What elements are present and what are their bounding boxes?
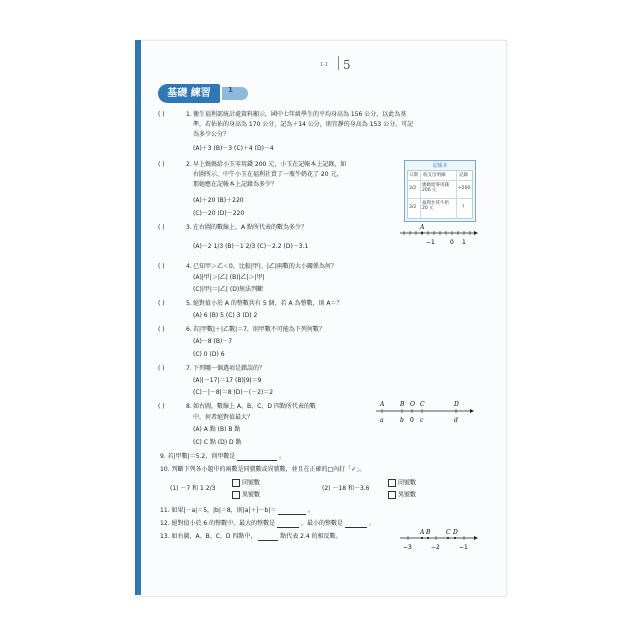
value-label: b — [400, 417, 404, 424]
q5-number: 5. — [186, 300, 192, 307]
ledger-cell: 福利社買牛奶 20 元 — [422, 201, 449, 211]
point-label: B — [400, 401, 405, 408]
q13-number: 13. — [160, 533, 170, 540]
q13-text: 如右圖，A、B、C、D 四點中， — [171, 533, 257, 540]
ledger-figure — [404, 160, 476, 222]
q7-options2: (C)－|－8|＝8 (D)－(－2)＝2 — [193, 389, 274, 396]
checkbox[interactable] — [388, 479, 396, 487]
q12-answer-blank-min[interactable] — [345, 521, 367, 528]
answer-paren-3[interactable]: ( ) — [158, 224, 165, 231]
q1-line3: 為多少公分？ — [193, 131, 230, 138]
q10-item1-diff: 異號數 — [232, 491, 260, 500]
q12-row — [160, 520, 375, 528]
checkbox[interactable] — [388, 491, 396, 499]
q9-end: 。 — [279, 453, 286, 460]
q7-options1: (A)|－17|＝17 (B)|9|＝9 — [193, 377, 262, 384]
section-banner: 基礎 練習 — [158, 84, 220, 103]
q4-options2: (C)|甲|＝|乙| (D)無法判斷 — [193, 286, 264, 293]
q12-end: 。 — [368, 520, 375, 527]
q12-number: 12. — [160, 520, 170, 527]
q9-number: 9. — [160, 453, 166, 460]
q3-line1: 在右圖的數線上，A 點所代表的數為多少？ — [193, 224, 308, 231]
q13-row — [160, 533, 342, 541]
q2-line2: 右圖所示，中午小玉在福利社買了一瓶牛奶花了 20 元， — [193, 171, 343, 178]
q4-line1: 已知甲＞乙＜0，比較|甲|、|乙|兩數的大小關係為何？ — [193, 263, 337, 270]
q1-line2: 準，若佑佑的身高為 170 公分，記為＋14 公分，則宜靜的身高為 153 公分，可記 — [193, 121, 414, 128]
q9-text: 若|甲數|＝5.2，則甲數是 — [167, 453, 236, 460]
q10-row — [160, 466, 365, 474]
ledger-table — [407, 170, 473, 219]
ledger-cell: 3/2 — [409, 186, 417, 191]
tick-label: −2 — [431, 544, 440, 551]
tick-label: −1 — [426, 239, 435, 246]
q11-answer-blank[interactable] — [278, 508, 306, 515]
q12-text: 絕對值小於 6 的整數中，最大的整數是 — [171, 520, 276, 527]
q7-line1: 下列哪一個選項是錯誤的？ — [193, 365, 266, 372]
checkbox[interactable] — [232, 479, 240, 487]
ledger-header-record: 記錄 — [459, 173, 468, 178]
q8-options2: (C) C 點 (D) D 點 — [193, 439, 242, 446]
banner-tail — [222, 87, 248, 100]
tick-label: 0 — [450, 239, 454, 246]
q4-options1: (A)|甲|＞|乙| (B)|乙|＞|甲| — [193, 274, 265, 281]
value-label: d — [454, 417, 458, 424]
answer-paren-7[interactable]: ( ) — [158, 365, 165, 372]
answer-paren-8[interactable]: ( ) — [158, 403, 165, 410]
tick-label: 1 — [462, 239, 466, 246]
point-a — [421, 232, 423, 234]
q3-options: (A)－2 1/3 (B)－1 2/3 (C)－2.2 (D)－3.1 — [193, 243, 309, 250]
ledger-header-detail: 收支出明細 — [423, 173, 446, 178]
q8-number-line — [372, 398, 478, 426]
q8-number: 8. — [186, 403, 192, 410]
value-label: a — [380, 417, 384, 424]
ledger-cell: +200 — [458, 186, 471, 191]
ledger-header-date: 日期 — [409, 173, 418, 178]
q11-number: 11. — [160, 507, 170, 514]
q2-line3: 那她應在記帳本上記錄為多少？ — [193, 181, 278, 188]
banner-tag: 1 — [228, 86, 233, 94]
point-label: D — [453, 529, 458, 536]
answer-paren-6[interactable]: ( ) — [158, 326, 165, 333]
q9-answer-blank[interactable] — [237, 454, 277, 461]
q13-answer-blank[interactable] — [258, 534, 278, 541]
section-code: 1-1 — [320, 62, 329, 68]
q2-number: 2. — [186, 161, 192, 168]
q10-item1-same: 同號數 — [232, 479, 260, 488]
q6-line1: 若|甲數|＋|乙數|＝7，則甲數不可能為下列何數？ — [193, 326, 325, 333]
q10-item2-label: (2) －18 和－3.6 — [322, 485, 370, 492]
q8-line2: 中，何者絕對值最大？ — [193, 414, 254, 421]
q1-options: (A)＋3 (B)－3 (C)＋4 (D)－4 — [193, 145, 274, 152]
q1-line1: 衛生福利部統計處資料顯示，國中七年級學生的平均身高為 156 公分，以此為基 — [193, 111, 407, 118]
point-label: A — [420, 529, 425, 536]
tick-label: −1 — [459, 544, 468, 551]
q11-end: 。 — [308, 507, 315, 514]
q5-options: (A) 6 (B) 5 (C) 3 (D) 2 — [193, 312, 258, 319]
point-label: C — [446, 529, 451, 536]
ledger-cell: ? — [462, 205, 465, 210]
checkbox[interactable] — [232, 491, 240, 499]
q6-options2: (C) 0 (D) 6 — [193, 351, 225, 358]
point-label: B — [426, 529, 431, 536]
answer-paren-2[interactable]: ( ) — [158, 161, 165, 168]
q2-options2: (C)－20 (D)－220 — [193, 210, 245, 217]
q8-line1: 如右圖，數線上 A、B、C、D 四點所代表的數 — [193, 403, 316, 410]
q3-number-line — [398, 222, 480, 248]
header-divider — [338, 56, 339, 70]
point-a-label: A — [420, 224, 425, 231]
q11-row — [160, 507, 314, 515]
q6-number: 6. — [186, 326, 192, 333]
ledger-title: 記帳本 — [432, 163, 448, 169]
q10-item1-label: (1) －7 和 1 2/3 — [170, 485, 216, 492]
q6-options1: (A)－8 (B)－7 — [193, 338, 233, 345]
point-label: D — [454, 401, 459, 408]
q9-row — [160, 453, 285, 461]
q12-answer-blank-max[interactable] — [277, 521, 299, 528]
q13-number-line — [398, 526, 480, 552]
answer-paren-4[interactable]: ( ) — [158, 263, 165, 270]
q10-number: 10. — [160, 466, 170, 473]
q13-mid: 點代表 2.4 的相反數。 — [280, 533, 342, 540]
answer-paren-1[interactable]: ( ) — [158, 111, 165, 118]
ledger-cell: 3/2 — [409, 205, 417, 210]
page-number: 5 — [343, 58, 351, 72]
page-edge-stripe — [135, 40, 141, 595]
q7-number: 7. — [186, 365, 192, 372]
q10-text: 判斷下列各小題中的兩數是同號數或異號數，並且在正確的□內打「✓」。 — [171, 466, 366, 473]
q5-line1: 絕對值小於 A 的整數共有 5 個，若 A 為整數，則 A＝？ — [193, 300, 343, 307]
q10-item2-diff: 異號數 — [388, 491, 416, 500]
q12-mid: ，最小的整數是 — [300, 520, 343, 527]
q11-text: 如果|－a|＝5，|b|＝8，則|a|＋|－b|＝ — [171, 507, 277, 514]
value-label: c — [420, 417, 424, 424]
point-label: O — [410, 401, 415, 408]
q2-options1: (A)＋20 (B)＋220 — [193, 197, 244, 204]
tick-label: −3 — [403, 544, 412, 551]
q10-item2-same: 同號數 — [388, 479, 416, 488]
answer-paren-5[interactable]: ( ) — [158, 300, 165, 307]
q4-number: 4. — [186, 263, 192, 270]
q1-number: 1. — [186, 111, 192, 118]
q3-number: 3. — [186, 224, 192, 231]
ledger-cell: 媽媽給零用錢 200 元 — [422, 183, 449, 193]
value-label: 0 — [410, 417, 414, 424]
q8-options1: (A) A 點 (B) B 點 — [193, 426, 241, 433]
q2-line1: 早上媽媽給小玉零用錢 200 元，小玉在記帳本上記錄，如 — [193, 161, 347, 168]
point-label: A — [380, 401, 385, 408]
point-label: C — [420, 401, 425, 408]
